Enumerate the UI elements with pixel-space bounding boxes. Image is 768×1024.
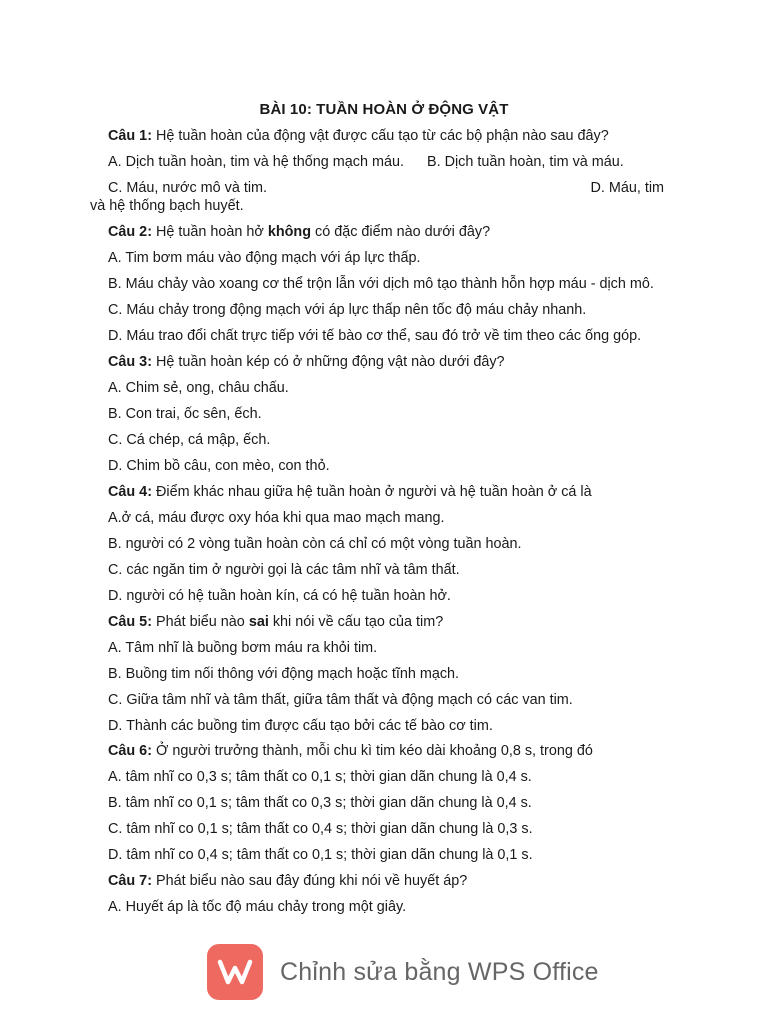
question-4 — [108, 483, 592, 501]
question-label: Câu 6: — [108, 743, 152, 759]
q2-option-b: B. Máu chảy vào xoang cơ thể trộn lẫn với dịch mô tạo thành hỗn hợp máu - dịch mô. — [108, 276, 654, 292]
q6-option-a: A. tâm nhĩ co 0,3 s; tâm thất co 0,1 s; thời gian dãn chung là 0,4 s. — [108, 769, 532, 785]
q4-option-b: B. người có 2 vòng tuần hoàn còn cá chỉ có một vòng tuần hoàn. — [108, 536, 522, 552]
q1-option-c: C. Máu, nước mô và tim. — [108, 180, 268, 196]
question-label: Câu 4: — [108, 484, 152, 500]
question-text: Hệ tuần hoàn của động vật được cấu tạo từ các bộ phận nào sau đây? — [151, 128, 609, 144]
q7-option-a: A. Huyết áp là tốc độ máu chảy trong một giây. — [108, 899, 407, 915]
q3-option-c: C. Cá chép, cá mập, ếch. — [108, 432, 271, 448]
q4-option-c: C. các ngăn tim ở người gọi là các tâm nhĩ và tâm thất. — [108, 562, 460, 578]
q4-option-a: A.ở cá, máu được oxy hóa khi qua mao mạch mang. — [108, 510, 445, 526]
question-text: khi nói về cấu tạo của tim? — [268, 614, 444, 630]
question-3 — [108, 353, 505, 371]
wps-edit-text: Chỉnh sửa bằng WPS Office — [280, 957, 599, 986]
question-emphasis: không — [267, 224, 312, 240]
document-title: BÀI 10: TUẦN HOÀN Ở ĐỘNG VẬT — [259, 101, 509, 118]
q3-option-a: A. Chim sẻ, ong, châu chấu. — [108, 380, 289, 396]
question-label: Câu 7: — [108, 873, 152, 889]
q5-option-c: C. Giữa tâm nhĩ và tâm thất, giữa tâm thất và động mạch có các van tim. — [108, 692, 573, 708]
wps-logo-icon — [207, 944, 263, 1000]
question-text: Hệ tuần hoàn hở — [151, 224, 268, 240]
question-label: Câu 5: — [108, 614, 152, 630]
wps-edit-banner[interactable] — [207, 943, 599, 1001]
q2-option-c: C. Máu chảy trong động mạch với áp lực thấp nên tốc độ máu chảy nhanh. — [108, 302, 587, 318]
q6-option-c: C. tâm nhĩ co 0,1 s; tâm thất co 0,4 s; thời gian dãn chung là 0,3 s. — [108, 821, 533, 837]
q4-option-d: D. người có hệ tuần hoàn kín, cá có hệ tuần hoàn hở. — [108, 588, 451, 604]
q6-option-d: D. tâm nhĩ co 0,4 s; tâm thất co 0,1 s; thời gian dãn chung là 0,1 s. — [108, 847, 533, 863]
q1-option-a: A. Dịch tuần hoàn, tim và hệ thống mạch máu. — [108, 154, 404, 170]
question-6 — [108, 742, 593, 760]
q2-option-a: A. Tim bơm máu vào động mạch với áp lực thấp. — [108, 250, 421, 266]
q3-option-d: D. Chim bồ câu, con mèo, con thỏ. — [108, 458, 330, 474]
question-1 — [108, 127, 609, 145]
q2-option-d: D. Máu trao đổi chất trực tiếp với tế bào cơ thể, sau đó trở về tim theo các ống góp. — [108, 328, 642, 344]
question-text: Phát biểu nào sau đây đúng khi nói về huyết áp? — [151, 873, 468, 889]
question-text: Ở người trưởng thành, mỗi chu kì tim kéo dài khoảng 0,8 s, trong đó — [151, 743, 593, 759]
question-label: Câu 1: — [108, 128, 152, 144]
q6-option-b: B. tâm nhĩ co 0,1 s; tâm thất co 0,3 s; thời gian dãn chung là 0,4 s. — [108, 795, 532, 811]
q5-option-d: D. Thành các buồng tim được cấu tạo bởi các tế bào cơ tim. — [108, 718, 493, 734]
question-5 — [108, 613, 443, 631]
q1-option-b: B. Dịch tuần hoàn, tim và máu. — [427, 154, 624, 170]
question-text: có đặc điểm nào dưới đây? — [311, 224, 491, 240]
question-emphasis: sai — [248, 614, 269, 630]
question-label: Câu 2: — [108, 224, 152, 240]
q5-option-a: A. Tâm nhĩ là buồng bơm máu ra khỏi tim. — [108, 640, 378, 656]
q3-option-b: B. Con trai, ốc sên, ếch. — [108, 406, 262, 422]
question-label: Câu 3: — [108, 354, 152, 370]
question-text: Hệ tuần hoàn kép có ở những động vật nào dưới đây? — [151, 354, 505, 370]
question-text: Phát biểu nào — [151, 614, 249, 630]
question-7 — [108, 872, 467, 890]
q1-option-d: D. Máu, tim — [590, 180, 664, 196]
q1-option-d-continued: và hệ thống bạch huyết. — [90, 198, 244, 214]
q5-option-b: B. Buồng tim nối thông với động mạch hoặc tĩnh mạch. — [108, 666, 460, 682]
question-2 — [108, 223, 490, 241]
question-text: Điểm khác nhau giữa hệ tuần hoàn ở người và hệ tuần hoàn ở cá là — [151, 484, 592, 500]
